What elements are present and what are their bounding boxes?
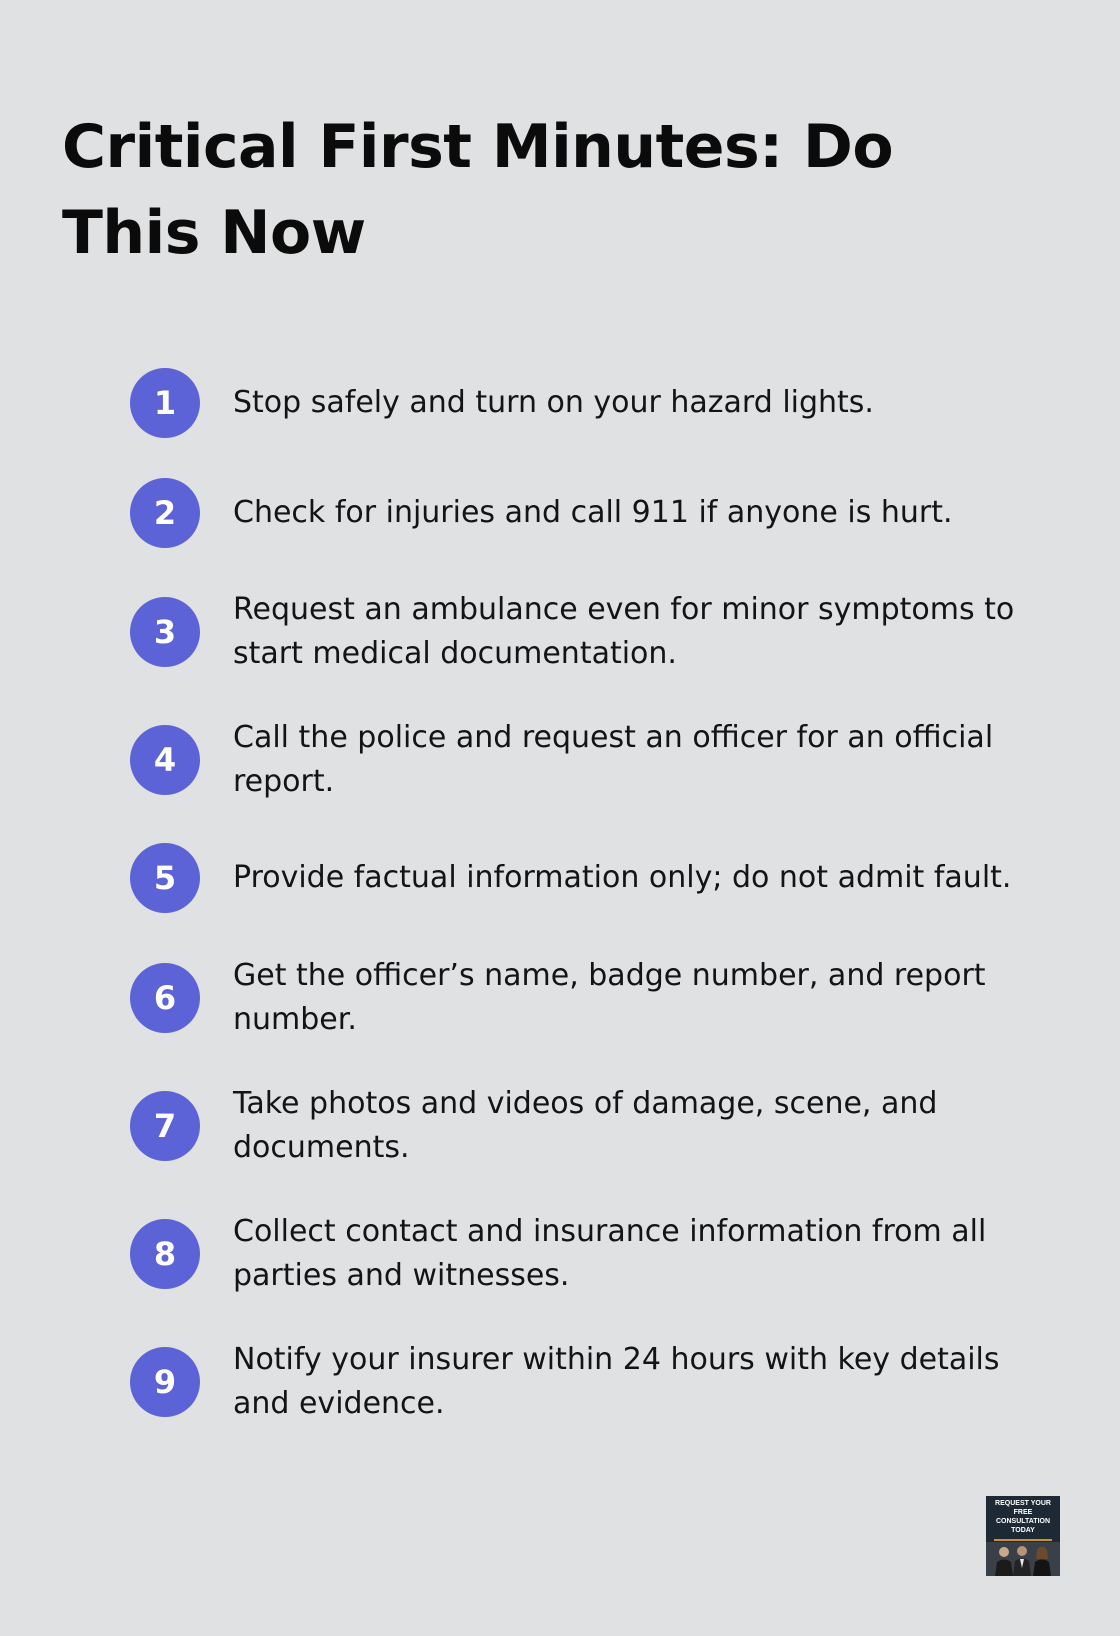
cta-text: REQUEST YOUR FREE CONSULTATION TODAY (995, 1500, 1051, 1534)
step-text: Notify your insurer within 24 hours with key details and evidence. (233, 1342, 1000, 1421)
step-text: Collect contact and insurance information from all parties and witnesses. (233, 1214, 987, 1293)
step-item (130, 1338, 1030, 1426)
step-text: Provide factual information only; do not admit fault. (233, 860, 1012, 895)
step-number-badge: 1 (130, 368, 200, 438)
step-item (130, 1210, 1030, 1298)
step-item (130, 588, 1030, 676)
step-number-badge: 8 (130, 1219, 200, 1289)
step-text: Stop safely and turn on your hazard lights. (233, 385, 874, 420)
page-title: Critical First Minutes: Do This Now (62, 112, 894, 268)
cta-divider (994, 1539, 1052, 1541)
step-number-badge: 7 (130, 1091, 200, 1161)
step-item (130, 843, 1030, 913)
step-number-badge: 6 (130, 963, 200, 1033)
step-text: Check for injuries and call 911 if anyone is hurt. (233, 495, 953, 530)
step-item (130, 368, 1030, 438)
step-item (130, 1082, 1030, 1170)
step-item (130, 478, 1030, 548)
step-item (130, 716, 1030, 804)
step-number-badge: 5 (130, 843, 200, 913)
step-number-badge: 3 (130, 597, 200, 667)
step-text: Take photos and videos of damage, scene, and documents. (233, 1086, 938, 1165)
step-text: Call the police and request an officer for an official report. (233, 720, 994, 799)
step-text: Get the officer’s name, badge number, and report number. (233, 958, 986, 1037)
step-item (130, 954, 1030, 1042)
step-number-badge: 9 (130, 1347, 200, 1417)
step-number-badge: 4 (130, 725, 200, 795)
step-text: Request an ambulance even for minor symptoms to start medical documentation. (233, 592, 1015, 671)
attorneys-photo-icon (986, 1542, 1060, 1576)
step-number-badge: 2 (130, 478, 200, 548)
consultation-cta-badge[interactable] (986, 1496, 1060, 1576)
